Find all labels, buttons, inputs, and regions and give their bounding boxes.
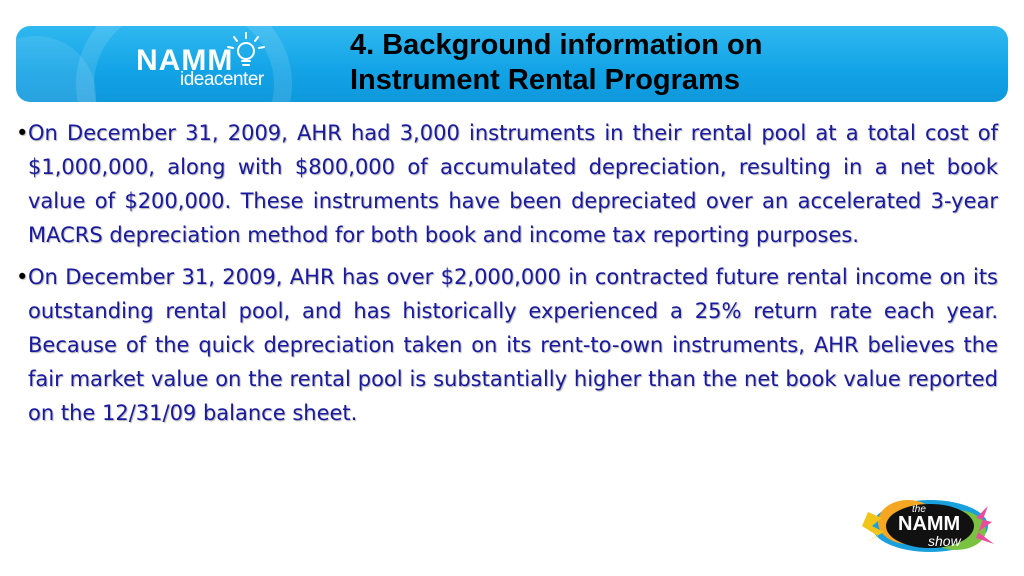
badge-text-the: the: [912, 504, 926, 515]
bullet-text: On December 31, 2009, AHR has over $2,000,000 in contracted future rental income on its outstanding rental pool, and has historically experienced a 25% return rate each year. Because of the quick depreciation taken on its rent-to-own instruments, AHR believes the fair market value on the rental pool is substantially higher than the net book value reported on the 12/31/09 balance sheet.: [28, 265, 998, 425]
namm-show-badge: [858, 492, 998, 558]
bullet-dot-icon: •: [16, 265, 29, 289]
bullet-list: [16, 116, 998, 438]
bullet-dot-icon: •: [16, 121, 29, 145]
lightbulb-icon: [224, 32, 268, 72]
namm-ideacenter-logo: [136, 32, 296, 94]
title-line-2: Instrument Rental Programs: [350, 64, 740, 96]
bullet-item: [16, 260, 998, 430]
badge-text-namm: NAMM: [898, 513, 961, 535]
slide-title: [350, 28, 990, 98]
logo-subbrand: ideacenter: [180, 69, 264, 90]
badge-text-show: show: [928, 533, 961, 549]
bullet-text: On December 31, 2009, AHR had 3,000 instruments in their rental pool at a total cost of $1,000,000, along with $800,000 of accumulated depreciation, resulting in a net book value of $200,000. These instruments have been depreciated over an accelerated 3-year MACRS depreciation method for both book and income tax reporting purposes.: [28, 121, 998, 247]
bullet-item: [16, 116, 998, 252]
logo-brand: NAMM: [136, 44, 234, 77]
title-line-1: 4. Background information on: [350, 29, 763, 61]
